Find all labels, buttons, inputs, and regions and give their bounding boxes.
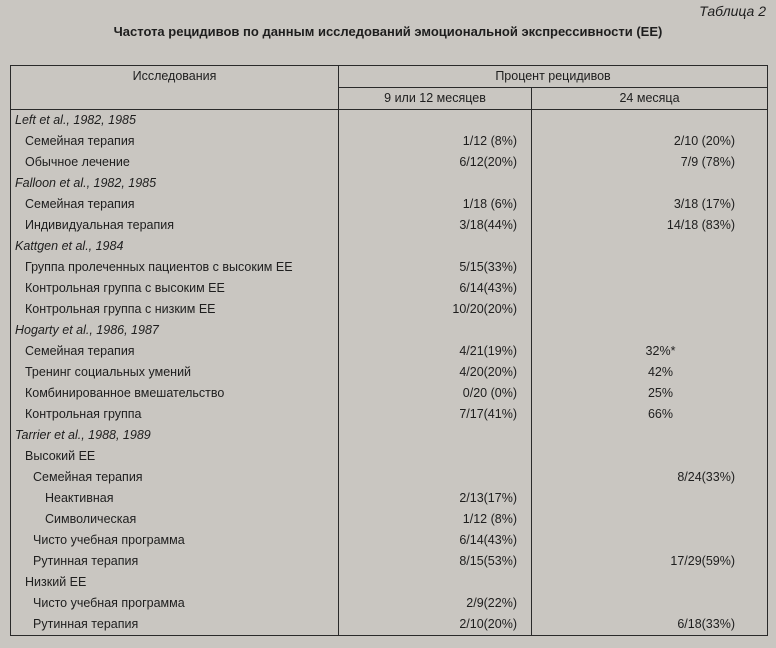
value-9-12-months: 0/20 (0%) xyxy=(339,383,532,404)
study-row xyxy=(11,236,768,257)
table-row xyxy=(11,467,768,488)
study-row xyxy=(11,320,768,341)
table-row xyxy=(11,509,768,530)
value-24-months xyxy=(532,446,768,467)
study-name: Left et al., 1982, 1985 xyxy=(11,110,339,132)
table-row xyxy=(11,551,768,572)
value-9-12-months: 1/12 (8%) xyxy=(339,131,532,152)
table-row xyxy=(11,614,768,636)
study-row xyxy=(11,425,768,446)
group-label: Семейная терапия xyxy=(11,131,339,152)
value-9-12-months: 3/18(44%) xyxy=(339,215,532,236)
group-label: Чисто учебная программа xyxy=(11,530,339,551)
group-label: Комбинированное вмешательство xyxy=(11,383,339,404)
table-row xyxy=(11,131,768,152)
value-9-12-months xyxy=(339,446,532,467)
group-label: Индивидуальная терапия xyxy=(11,215,339,236)
study-row xyxy=(11,173,768,194)
table-row xyxy=(11,299,768,320)
value-24-months xyxy=(532,530,768,551)
table-row xyxy=(11,341,768,362)
header-9-12-months: 9 или 12 месяцев xyxy=(339,88,532,110)
group-label: Рутинная терапия xyxy=(11,551,339,572)
value-9-12-months: 2/13(17%) xyxy=(339,488,532,509)
value-24-months: 3/18 (17%) xyxy=(532,194,768,215)
group-label: Контрольная группа xyxy=(11,404,339,425)
value-9-12-months: 6/14(43%) xyxy=(339,278,532,299)
group-label: Рутинная терапия xyxy=(11,614,339,636)
value-24-months xyxy=(532,509,768,530)
value-9-12-months: 6/14(43%) xyxy=(339,530,532,551)
value-24-months xyxy=(532,488,768,509)
value-24-months xyxy=(532,320,768,341)
study-row xyxy=(11,110,768,132)
table-row xyxy=(11,215,768,236)
group-label: Семейная терапия xyxy=(11,467,339,488)
table-row xyxy=(11,152,768,173)
value-9-12-months: 4/21(19%) xyxy=(339,341,532,362)
value-9-12-months: 4/20(20%) xyxy=(339,362,532,383)
table-row xyxy=(11,257,768,278)
value-9-12-months: 2/10(20%) xyxy=(339,614,532,636)
value-9-12-months: 10/20(20%) xyxy=(339,299,532,320)
group-label: Обычное лечение xyxy=(11,152,339,173)
relapse-rate-table xyxy=(10,65,768,636)
table-body xyxy=(11,110,768,636)
value-24-months: 6/18(33%) xyxy=(532,614,768,636)
value-24-months: 66% xyxy=(532,404,768,425)
value-24-months: 2/10 (20%) xyxy=(532,131,768,152)
group-label: Тренинг социальных умений xyxy=(11,362,339,383)
table-number-label: Таблица 2 xyxy=(699,3,766,19)
study-name: Tarrier et al., 1988, 1989 xyxy=(11,425,339,446)
group-label: Контрольная группа с низким ЕЕ xyxy=(11,299,339,320)
value-24-months: 25% xyxy=(532,383,768,404)
table-row xyxy=(11,278,768,299)
table-row xyxy=(11,446,768,467)
value-24-months: 17/29(59%) xyxy=(532,551,768,572)
table-row xyxy=(11,362,768,383)
value-9-12-months: 7/17(41%) xyxy=(339,404,532,425)
value-9-12-months xyxy=(339,425,532,446)
table-row xyxy=(11,488,768,509)
table-row xyxy=(11,383,768,404)
value-9-12-months xyxy=(339,173,532,194)
value-24-months xyxy=(532,593,768,614)
group-label: Чисто учебная программа xyxy=(11,593,339,614)
group-label: Неактивная xyxy=(11,488,339,509)
value-24-months xyxy=(532,572,768,593)
value-24-months: 14/18 (83%) xyxy=(532,215,768,236)
value-9-12-months xyxy=(339,320,532,341)
value-24-months xyxy=(532,257,768,278)
study-name: Falloon et al., 1982, 1985 xyxy=(11,173,339,194)
value-24-months: 32%* xyxy=(532,341,768,362)
group-label: Символическая xyxy=(11,509,339,530)
value-24-months xyxy=(532,173,768,194)
table-row xyxy=(11,593,768,614)
table-row xyxy=(11,194,768,215)
group-label: Низкий ЕЕ xyxy=(11,572,339,593)
group-label: Группа пролеченных пациентов с высоким ЕЕ xyxy=(11,257,339,278)
group-label: Семейная терапия xyxy=(11,341,339,362)
value-24-months: 8/24(33%) xyxy=(532,467,768,488)
value-9-12-months xyxy=(339,467,532,488)
value-24-months xyxy=(532,278,768,299)
value-24-months: 7/9 (78%) xyxy=(532,152,768,173)
study-name: Kattgen et al., 1984 xyxy=(11,236,339,257)
value-24-months xyxy=(532,299,768,320)
value-9-12-months: 6/12(20%) xyxy=(339,152,532,173)
header-24-months: 24 месяца xyxy=(532,88,768,110)
value-9-12-months: 5/15(33%) xyxy=(339,257,532,278)
value-24-months xyxy=(532,425,768,446)
table-title: Частота рецидивов по данным исследований эмоциональной экспрессивности (ЕЕ) xyxy=(113,24,663,39)
value-9-12-months xyxy=(339,572,532,593)
value-9-12-months xyxy=(339,110,532,132)
value-24-months: 42% xyxy=(532,362,768,383)
group-label: Высокий ЕЕ xyxy=(11,446,339,467)
value-9-12-months: 2/9(22%) xyxy=(339,593,532,614)
group-label: Семейная терапия xyxy=(11,194,339,215)
header-percent: Процент рецидивов xyxy=(339,66,768,88)
value-9-12-months: 1/18 (6%) xyxy=(339,194,532,215)
value-24-months xyxy=(532,110,768,132)
value-9-12-months: 8/15(53%) xyxy=(339,551,532,572)
value-9-12-months: 1/12 (8%) xyxy=(339,509,532,530)
table-row xyxy=(11,572,768,593)
table-row xyxy=(11,530,768,551)
table-row xyxy=(11,404,768,425)
value-9-12-months xyxy=(339,236,532,257)
study-name: Hogarty et al., 1986, 1987 xyxy=(11,320,339,341)
header-studies: Исследования xyxy=(11,66,339,110)
group-label: Контрольная группа с высоким ЕЕ xyxy=(11,278,339,299)
value-24-months xyxy=(532,236,768,257)
